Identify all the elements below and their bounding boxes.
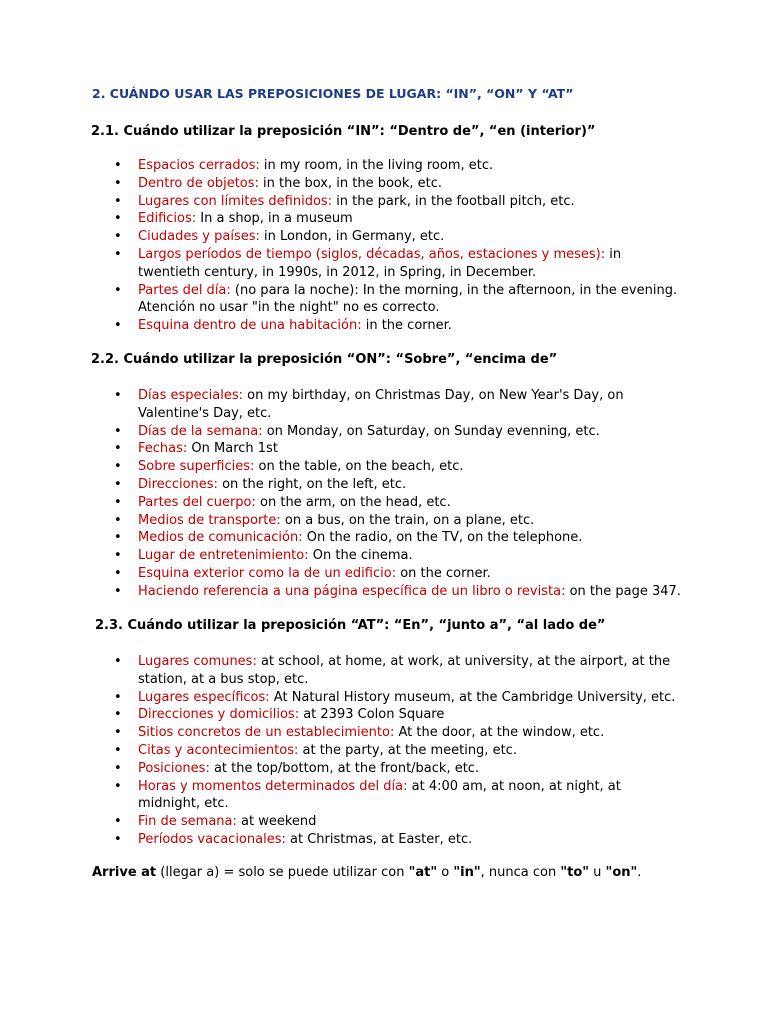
item-text: On the radio, on the TV, on the telephone.	[302, 530, 583, 546]
item-text: on the right, on the left, etc.	[217, 476, 407, 492]
list-item	[0, 387, 683, 423]
list-item	[0, 246, 683, 282]
item-text: on the corner.	[396, 565, 491, 581]
list-item	[0, 706, 683, 724]
item-text: at the top/bottom, at the front/back, etc.	[209, 760, 480, 776]
item-term: Partes del cuerpo:	[138, 494, 256, 510]
item-term: Edificios:	[138, 211, 197, 227]
item-term: Posiciones:	[138, 760, 210, 776]
item-term: Lugares específicos:	[138, 689, 270, 705]
item-text: On March 1st	[187, 441, 278, 457]
item-term: Lugares comunes:	[138, 654, 257, 669]
item-term: Horas y momentos determinados del día:	[138, 778, 408, 794]
item-term: Esquina exterior como la de un edificio:	[138, 565, 397, 581]
list-item	[0, 583, 683, 601]
item-text: at weekend	[236, 814, 317, 830]
item-text: on the table, on the beach, etc.	[254, 459, 464, 475]
list-item	[0, 458, 683, 476]
item-term: Direcciones:	[138, 476, 218, 492]
list-item	[0, 476, 683, 494]
item-text: on the arm, on the head, etc.	[255, 494, 451, 510]
item-term: Partes del día:	[138, 282, 231, 298]
item-text: at Christmas, at Easter, etc.	[285, 831, 473, 847]
list-item	[0, 440, 683, 458]
list-item	[0, 512, 683, 530]
list-item	[0, 547, 683, 565]
section-heading-in: 2.1. Cuándo utilizar la preposición “IN”: “Dentro de”, “en (interior)”	[91, 124, 596, 139]
note-sep: u	[589, 865, 606, 880]
item-term: Dentro de objetos:	[138, 175, 259, 191]
item-text: on my birthday, on Christmas Day, on New Year's Day, on Valentine's Day, etc.	[138, 388, 624, 421]
list-item	[0, 423, 683, 441]
list-item	[0, 529, 683, 547]
note-word-on: "on"	[605, 865, 638, 880]
note-word-to: "to"	[560, 865, 590, 880]
note-sep: o	[437, 865, 454, 880]
document-title: 2. CUÁNDO USAR LAS PREPOSICIONES DE LUGAR: “IN”, “ON” Y “AT”	[92, 86, 574, 101]
item-text: at 4:00 am, at noon, at night, at midnight, etc.	[138, 778, 621, 812]
item-text: in the park, in the football pitch, etc.	[332, 193, 575, 209]
item-text: in London, in Germany, etc.	[259, 229, 445, 245]
note-sep: , nunca con	[480, 865, 561, 880]
item-term: Lugar de entretenimiento:	[138, 548, 309, 564]
list-item	[0, 689, 683, 707]
arrive-at-note	[92, 865, 641, 880]
list-item	[0, 175, 683, 193]
list-item	[0, 565, 683, 583]
item-text: in the box, in the book, etc.	[258, 175, 443, 191]
item-text: in the corner.	[361, 318, 452, 334]
item-term: Medios de comunicación:	[138, 530, 303, 546]
item-text: at school, at home, at work, at university, at the airport, at the station, at a bus stop, etc.	[138, 654, 671, 687]
note-word-at: "at"	[408, 865, 438, 880]
item-term: Sobre superficies:	[138, 459, 255, 475]
section-heading-at: 2.3. Cuándo utilizar la preposición “AT”: “En”, “junto a”, “al lado de”	[95, 618, 606, 633]
item-term: Días de la semana:	[138, 423, 263, 439]
item-term: Fin de semana:	[138, 814, 237, 830]
section-heading-on: 2.2. Cuándo utilizar la preposición “ON”: “Sobre”, “encima de”	[91, 352, 558, 367]
item-text: in twentieth century, in 1990s, in 2012, in Spring, in December.	[138, 246, 622, 280]
list-item	[0, 760, 683, 778]
note-word-in: "in"	[453, 865, 481, 880]
list-item	[0, 724, 683, 742]
list-item	[0, 653, 683, 689]
item-term: Espacios cerrados:	[138, 158, 260, 173]
item-term: Lugares con límites definidos:	[138, 193, 333, 209]
item-term: Direcciones y domicilios:	[138, 707, 300, 723]
item-term: Sitios concretos de un establecimiento:	[138, 725, 395, 741]
list-item	[0, 494, 683, 512]
item-text: on a bus, on the train, on a plane, etc.	[280, 512, 535, 528]
item-text: In a shop, in a museum	[196, 211, 353, 227]
item-text: in my room, in the living room, etc.	[259, 158, 494, 173]
item-term: Largos períodos de tiempo (siglos, décadas, años, estaciones y meses):	[138, 246, 606, 262]
item-term: Medios de transporte:	[138, 512, 281, 528]
note-end: .	[637, 865, 642, 880]
item-text: on Monday, on Saturday, on Sunday evenning, etc.	[262, 423, 600, 439]
note-gloss: (llegar a) = solo se puede utilizar con	[156, 865, 409, 880]
list-item	[0, 317, 683, 335]
item-text: At the door, at the window, etc.	[394, 725, 605, 741]
item-text: on the page 347.	[565, 583, 681, 599]
item-term: Días especiales:	[138, 388, 244, 403]
item-term: Haciendo referencia a una página específica de un libro o revista:	[138, 583, 566, 599]
section-list-at	[0, 653, 683, 849]
section-list-in	[0, 157, 683, 335]
item-term: Fechas:	[138, 441, 188, 457]
list-item	[0, 813, 683, 831]
item-text: at 2393 Colon Square	[299, 707, 445, 723]
item-text: At Natural History museum, at the Cambridge University, etc.	[269, 689, 676, 705]
item-text: On the cinema.	[308, 548, 413, 564]
item-term: Citas y acontecimientos:	[138, 742, 299, 758]
list-item	[0, 831, 683, 849]
section-list-on	[0, 387, 683, 601]
item-term: Períodos vacacionales:	[138, 831, 286, 847]
list-item	[0, 282, 683, 318]
list-item	[0, 193, 683, 211]
list-item	[0, 210, 683, 228]
item-term: Esquina dentro de una habitación:	[138, 318, 362, 334]
list-item	[0, 778, 683, 814]
list-item	[0, 742, 683, 760]
item-text: (no para la noche): In the morning, in the afternoon, in the evening. Atención no usar "in the night" no es correcto.	[138, 282, 678, 316]
item-text: at the party, at the meeting, etc.	[298, 742, 517, 758]
item-term: Ciudades y países:	[138, 229, 260, 245]
list-item	[0, 157, 683, 175]
note-verb: Arrive at	[92, 865, 157, 880]
list-item	[0, 228, 683, 246]
